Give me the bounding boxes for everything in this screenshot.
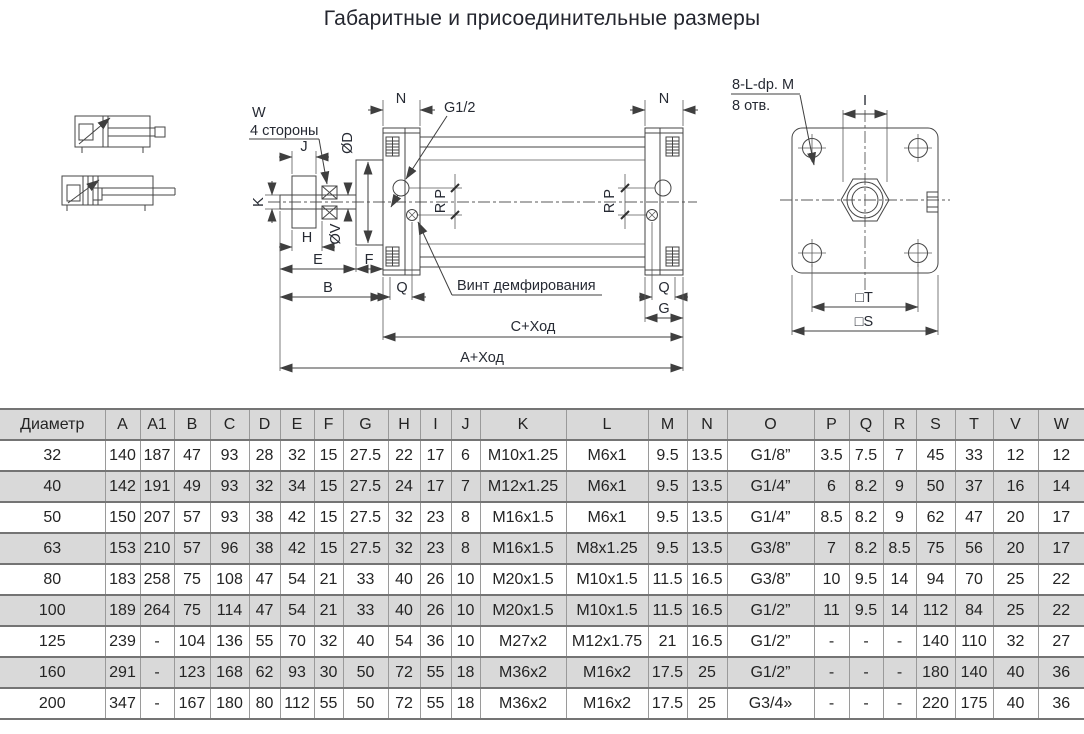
table-cell: G1/2” bbox=[727, 626, 814, 657]
table-cell: 75 bbox=[916, 533, 955, 564]
table-cell: 25 bbox=[687, 688, 727, 719]
table-cell: G1/2” bbox=[727, 595, 814, 626]
table-cell: 10 bbox=[451, 626, 480, 657]
table-cell: 8.2 bbox=[849, 502, 883, 533]
table-cell: 32 bbox=[280, 440, 314, 471]
table-cell: M10x1.25 bbox=[480, 440, 566, 471]
dim-label-w-note: 4 стороны bbox=[250, 123, 319, 139]
table-cell: 9.5 bbox=[849, 595, 883, 626]
table-cell: 70 bbox=[280, 626, 314, 657]
cylinder-pictogram-2 bbox=[62, 176, 175, 211]
table-cell: 93 bbox=[280, 657, 314, 688]
row-diameter: 160 bbox=[0, 657, 105, 688]
table-cell: G1/4” bbox=[727, 471, 814, 502]
table-cell: 210 bbox=[140, 533, 174, 564]
column-header-L: L bbox=[566, 409, 648, 440]
row-diameter: 40 bbox=[0, 471, 105, 502]
table-cell: 168 bbox=[210, 657, 249, 688]
table-cell: 17.5 bbox=[648, 657, 687, 688]
table-cell: 142 bbox=[105, 471, 140, 502]
table-cell: 36 bbox=[420, 626, 451, 657]
table-cell: M6x1 bbox=[566, 502, 648, 533]
column-header-V: V bbox=[993, 409, 1038, 440]
table-cell: - bbox=[814, 626, 849, 657]
dim-label-b: B bbox=[323, 280, 333, 296]
dim-label-h: H bbox=[301, 230, 313, 246]
table-cell: - bbox=[140, 626, 174, 657]
table-cell: 23 bbox=[420, 502, 451, 533]
table-cell: 84 bbox=[955, 595, 993, 626]
table-cell: 8.2 bbox=[849, 533, 883, 564]
table-cell: 183 bbox=[105, 564, 140, 595]
table-cell: 27.5 bbox=[343, 502, 388, 533]
table-cell: 75 bbox=[174, 595, 210, 626]
dim-label-e: E bbox=[313, 252, 323, 268]
table-cell: 14 bbox=[1038, 471, 1084, 502]
column-header-A1: A1 bbox=[140, 409, 174, 440]
table-cell: 50 bbox=[343, 657, 388, 688]
table-cell: 22 bbox=[1038, 564, 1084, 595]
table-cell: 15 bbox=[314, 502, 343, 533]
table-cell: 20 bbox=[993, 533, 1038, 564]
table-cell: 11 bbox=[814, 595, 849, 626]
drawing-labels bbox=[250, 77, 873, 366]
front-port-circle bbox=[393, 180, 409, 196]
table-cell: 347 bbox=[105, 688, 140, 719]
table-cell: 207 bbox=[140, 502, 174, 533]
page-title: Габаритные и присоединительные размеры bbox=[323, 7, 761, 30]
table-cell: 27.5 bbox=[343, 440, 388, 471]
table-cell: 49 bbox=[174, 471, 210, 502]
column-header-P: P bbox=[814, 409, 849, 440]
table-cell: 21 bbox=[648, 626, 687, 657]
table-cell: 70 bbox=[955, 564, 993, 595]
table-cell: 9.5 bbox=[648, 502, 687, 533]
table-cell: 12 bbox=[993, 440, 1038, 471]
table-cell: 54 bbox=[388, 626, 420, 657]
table-cell: 10 bbox=[451, 595, 480, 626]
table-cell: M12x1.75 bbox=[566, 626, 648, 657]
cylinder-pictogram-1 bbox=[75, 116, 165, 153]
table-cell: 16.5 bbox=[687, 595, 727, 626]
table-cell: 191 bbox=[140, 471, 174, 502]
dim-label-w: W bbox=[252, 105, 266, 121]
table-cell: 187 bbox=[140, 440, 174, 471]
technical-drawing bbox=[0, 55, 1084, 408]
table-cell: 40 bbox=[343, 626, 388, 657]
table-cell: 8.5 bbox=[814, 502, 849, 533]
table-cell: 55 bbox=[249, 626, 280, 657]
table-cell: 55 bbox=[314, 688, 343, 719]
table-cell: 10 bbox=[814, 564, 849, 595]
table-cell: 14 bbox=[883, 595, 916, 626]
row-diameter: 80 bbox=[0, 564, 105, 595]
table-cell: 42 bbox=[280, 502, 314, 533]
table-cell: G3/8” bbox=[727, 533, 814, 564]
dim-label-n-front: N bbox=[395, 91, 407, 107]
column-header-J: J bbox=[451, 409, 480, 440]
table-cell: 21 bbox=[314, 595, 343, 626]
table-cell: 140 bbox=[105, 440, 140, 471]
table-cell: 17 bbox=[420, 471, 451, 502]
dim-label-j: J bbox=[300, 139, 308, 155]
table-cell: 23 bbox=[420, 533, 451, 564]
table-row bbox=[0, 626, 1084, 657]
table-cell: 8.5 bbox=[883, 533, 916, 564]
table-cell: 123 bbox=[174, 657, 210, 688]
flange-note-line2: 8 отв. bbox=[732, 98, 771, 114]
table-cell: M12x1.25 bbox=[480, 471, 566, 502]
table-cell: 12 bbox=[1038, 440, 1084, 471]
flange-note-line1: 8-L-dp. M bbox=[732, 77, 795, 93]
table-cell: 45 bbox=[916, 440, 955, 471]
table-cell: 47 bbox=[955, 502, 993, 533]
column-header-Q: Q bbox=[849, 409, 883, 440]
table-cell: - bbox=[814, 688, 849, 719]
table-cell: 167 bbox=[174, 688, 210, 719]
rear-port-circle bbox=[655, 180, 671, 196]
table-cell: 11.5 bbox=[648, 564, 687, 595]
table-cell: 36 bbox=[1038, 688, 1084, 719]
table-cell: 32 bbox=[388, 533, 420, 564]
table-cell: M10x1.5 bbox=[566, 564, 648, 595]
table-cell: - bbox=[883, 626, 916, 657]
row-diameter: 100 bbox=[0, 595, 105, 626]
table-cell: 9.5 bbox=[849, 564, 883, 595]
table-cell: 42 bbox=[280, 533, 314, 564]
table-cell: 40 bbox=[993, 688, 1038, 719]
table-cell: 112 bbox=[916, 595, 955, 626]
main-cylinder-view bbox=[268, 128, 697, 275]
table-cell: 291 bbox=[105, 657, 140, 688]
table-cell: 26 bbox=[420, 595, 451, 626]
table-cell: 13.5 bbox=[687, 533, 727, 564]
damping-screw-label: Винт демфирования bbox=[457, 278, 596, 294]
column-header-G: G bbox=[343, 409, 388, 440]
dim-label-a-stroke: A+Ход bbox=[460, 350, 504, 366]
table-cell: G1/2” bbox=[727, 657, 814, 688]
table-cell: - bbox=[814, 657, 849, 688]
table-cell: 6 bbox=[814, 471, 849, 502]
table-cell: 21 bbox=[314, 564, 343, 595]
table-cell: 17 bbox=[1038, 502, 1084, 533]
table-cell: 25 bbox=[687, 657, 727, 688]
table-body bbox=[0, 440, 1084, 719]
table-cell: 114 bbox=[210, 595, 249, 626]
table-cell: 27.5 bbox=[343, 533, 388, 564]
table-cell: 153 bbox=[105, 533, 140, 564]
dim-label-rp-left: R P bbox=[433, 188, 449, 214]
flange-hole bbox=[904, 134, 932, 162]
table-cell: 36 bbox=[1038, 657, 1084, 688]
table-cell: G3/8” bbox=[727, 564, 814, 595]
table-row bbox=[0, 502, 1084, 533]
table-cell: 17 bbox=[1038, 533, 1084, 564]
column-header-B: B bbox=[174, 409, 210, 440]
column-header-M: M bbox=[648, 409, 687, 440]
table-cell: 32 bbox=[388, 502, 420, 533]
table-cell: 150 bbox=[105, 502, 140, 533]
table-cell: 15 bbox=[314, 533, 343, 564]
table-cell: 34 bbox=[280, 471, 314, 502]
table-cell: 140 bbox=[916, 626, 955, 657]
dim-label-q-rear: Q bbox=[658, 280, 670, 296]
table-row bbox=[0, 564, 1084, 595]
row-diameter: 200 bbox=[0, 688, 105, 719]
table-cell: M6x1 bbox=[566, 471, 648, 502]
table-cell: 62 bbox=[916, 502, 955, 533]
table-cell: 55 bbox=[420, 688, 451, 719]
table-cell: M27x2 bbox=[480, 626, 566, 657]
column-header-T: T bbox=[955, 409, 993, 440]
dim-label-g: G bbox=[658, 301, 670, 317]
table-cell: - bbox=[849, 688, 883, 719]
table-cell: 96 bbox=[210, 533, 249, 564]
flange-hole bbox=[798, 134, 826, 162]
table-cell: 14 bbox=[883, 564, 916, 595]
column-header-Диаметр: Диаметр bbox=[0, 409, 105, 440]
flange-hole bbox=[798, 239, 826, 267]
column-header-E: E bbox=[280, 409, 314, 440]
table-cell: 189 bbox=[105, 595, 140, 626]
table-cell: 104 bbox=[174, 626, 210, 657]
table-cell: - bbox=[883, 657, 916, 688]
table-cell: M16x2 bbox=[566, 688, 648, 719]
table-cell: M10x1.5 bbox=[566, 595, 648, 626]
port-label: G1/2 bbox=[444, 100, 476, 116]
table-cell: - bbox=[849, 626, 883, 657]
table-cell: 16.5 bbox=[687, 626, 727, 657]
row-diameter: 63 bbox=[0, 533, 105, 564]
table-cell: M8x1.25 bbox=[566, 533, 648, 564]
column-header-W: W bbox=[1038, 409, 1084, 440]
table-cell: G1/8” bbox=[727, 440, 814, 471]
table-cell: M16x1.5 bbox=[480, 502, 566, 533]
table-cell: 30 bbox=[314, 657, 343, 688]
table-row bbox=[0, 595, 1084, 626]
dimensions-table bbox=[0, 408, 1084, 720]
table-cell: 94 bbox=[916, 564, 955, 595]
dim-label-s-square: □S bbox=[854, 314, 874, 330]
table-cell: 28 bbox=[249, 440, 280, 471]
table-cell: 57 bbox=[174, 502, 210, 533]
table-cell: 38 bbox=[249, 502, 280, 533]
table-cell: 40 bbox=[993, 657, 1038, 688]
table-cell: 54 bbox=[280, 595, 314, 626]
column-header-C: C bbox=[210, 409, 249, 440]
table-cell: 10 bbox=[451, 564, 480, 595]
table-cell: 16 bbox=[993, 471, 1038, 502]
table-cell: 47 bbox=[174, 440, 210, 471]
table-cell: - bbox=[849, 657, 883, 688]
table-row bbox=[0, 471, 1084, 502]
table-cell: - bbox=[883, 688, 916, 719]
table-cell: 25 bbox=[993, 564, 1038, 595]
table-cell: 62 bbox=[249, 657, 280, 688]
table-row bbox=[0, 533, 1084, 564]
dim-label-c-stroke: C+Ход bbox=[510, 319, 556, 335]
table-cell: 8 bbox=[451, 533, 480, 564]
table-cell: 50 bbox=[916, 471, 955, 502]
table-cell: M6x1 bbox=[566, 440, 648, 471]
table-cell: G3/4» bbox=[727, 688, 814, 719]
table-cell: M20x1.5 bbox=[480, 564, 566, 595]
table-cell: 75 bbox=[174, 564, 210, 595]
dim-label-n-rear: N bbox=[658, 91, 670, 107]
table-cell: 13.5 bbox=[687, 471, 727, 502]
table-cell: 33 bbox=[343, 595, 388, 626]
table-head bbox=[0, 409, 1084, 440]
table-cell: 7 bbox=[451, 471, 480, 502]
column-header-I: I bbox=[420, 409, 451, 440]
table-cell: 72 bbox=[388, 688, 420, 719]
table-cell: 26 bbox=[420, 564, 451, 595]
table-cell: 9 bbox=[883, 471, 916, 502]
table-cell: 7 bbox=[814, 533, 849, 564]
table-cell: 220 bbox=[916, 688, 955, 719]
table-row bbox=[0, 440, 1084, 471]
table-cell: 13.5 bbox=[687, 440, 727, 471]
column-header-H: H bbox=[388, 409, 420, 440]
table-cell: 72 bbox=[388, 657, 420, 688]
table-cell: 9.5 bbox=[648, 533, 687, 564]
table-cell: 8.2 bbox=[849, 471, 883, 502]
table-cell: 93 bbox=[210, 502, 249, 533]
table-cell: 18 bbox=[451, 688, 480, 719]
table-cell: 8 bbox=[451, 502, 480, 533]
column-header-K: K bbox=[480, 409, 566, 440]
table-cell: 54 bbox=[280, 564, 314, 595]
table-cell: 27.5 bbox=[343, 471, 388, 502]
table-cell: 57 bbox=[174, 533, 210, 564]
table-row bbox=[0, 688, 1084, 719]
row-diameter: 50 bbox=[0, 502, 105, 533]
table-cell: 13.5 bbox=[687, 502, 727, 533]
table-cell: 33 bbox=[955, 440, 993, 471]
table-cell: M36x2 bbox=[480, 657, 566, 688]
table-cell: 140 bbox=[955, 657, 993, 688]
dim-label-diam-v: ØV bbox=[328, 223, 344, 245]
table-cell: 37 bbox=[955, 471, 993, 502]
column-header-S: S bbox=[916, 409, 955, 440]
dim-label-q-front: Q bbox=[396, 280, 408, 296]
table-cell: 32 bbox=[249, 471, 280, 502]
table-cell: 6 bbox=[451, 440, 480, 471]
table-cell: 108 bbox=[210, 564, 249, 595]
table-cell: 3.5 bbox=[814, 440, 849, 471]
dim-label-f: F bbox=[364, 252, 374, 268]
table-cell: 16.5 bbox=[687, 564, 727, 595]
dim-label-diam-d: ØD bbox=[340, 132, 356, 154]
dim-label-rp-right: R P bbox=[602, 188, 618, 214]
table-cell: 17.5 bbox=[648, 688, 687, 719]
table-header-row bbox=[0, 409, 1084, 440]
table-row bbox=[0, 657, 1084, 688]
rear-damping-screw bbox=[647, 210, 658, 221]
table-cell: 7.5 bbox=[849, 440, 883, 471]
column-header-D: D bbox=[249, 409, 280, 440]
column-header-F: F bbox=[314, 409, 343, 440]
table-cell: G1/4” bbox=[727, 502, 814, 533]
table-cell: 9 bbox=[883, 502, 916, 533]
table-cell: 55 bbox=[420, 657, 451, 688]
row-diameter: 32 bbox=[0, 440, 105, 471]
table-cell: 93 bbox=[210, 471, 249, 502]
table-cell: 9.5 bbox=[648, 471, 687, 502]
table-cell: 180 bbox=[916, 657, 955, 688]
table-cell: 47 bbox=[249, 595, 280, 626]
table-cell: 258 bbox=[140, 564, 174, 595]
table-cell: 175 bbox=[955, 688, 993, 719]
table-cell: 17 bbox=[420, 440, 451, 471]
table-cell: M36x2 bbox=[480, 688, 566, 719]
table-cell: M20x1.5 bbox=[480, 595, 566, 626]
flange-hole bbox=[904, 239, 932, 267]
main-view-dimensions bbox=[249, 100, 698, 371]
table-cell: 7 bbox=[883, 440, 916, 471]
table-cell: 32 bbox=[314, 626, 343, 657]
table-cell: 112 bbox=[280, 688, 314, 719]
table-cell: 80 bbox=[249, 688, 280, 719]
table-cell: 56 bbox=[955, 533, 993, 564]
table-cell: 32 bbox=[993, 626, 1038, 657]
table-cell: 22 bbox=[388, 440, 420, 471]
table-cell: 9.5 bbox=[648, 440, 687, 471]
table-cell: 264 bbox=[140, 595, 174, 626]
dim-label-k: K bbox=[251, 197, 267, 207]
dim-label-i: I bbox=[862, 93, 868, 109]
table-cell: 33 bbox=[343, 564, 388, 595]
column-header-O: O bbox=[727, 409, 814, 440]
table-cell: 40 bbox=[388, 564, 420, 595]
table-cell: 47 bbox=[249, 564, 280, 595]
column-header-N: N bbox=[687, 409, 727, 440]
row-diameter: 125 bbox=[0, 626, 105, 657]
table-cell: M16x1.5 bbox=[480, 533, 566, 564]
flange-view bbox=[731, 94, 950, 335]
table-cell: - bbox=[140, 657, 174, 688]
table-cell: - bbox=[140, 688, 174, 719]
table-cell: 38 bbox=[249, 533, 280, 564]
table-cell: 136 bbox=[210, 626, 249, 657]
column-header-R: R bbox=[883, 409, 916, 440]
dim-label-t-square: □T bbox=[855, 290, 873, 306]
table-cell: 15 bbox=[314, 471, 343, 502]
table-cell: M16x2 bbox=[566, 657, 648, 688]
table-cell: 27 bbox=[1038, 626, 1084, 657]
table-cell: 11.5 bbox=[648, 595, 687, 626]
table-cell: 22 bbox=[1038, 595, 1084, 626]
table-cell: 25 bbox=[993, 595, 1038, 626]
table-cell: 15 bbox=[314, 440, 343, 471]
table-cell: 20 bbox=[993, 502, 1038, 533]
table-cell: 110 bbox=[955, 626, 993, 657]
table-cell: 239 bbox=[105, 626, 140, 657]
table-cell: 180 bbox=[210, 688, 249, 719]
table-cell: 50 bbox=[343, 688, 388, 719]
front-damping-screw bbox=[407, 210, 418, 221]
table-cell: 24 bbox=[388, 471, 420, 502]
table-cell: 18 bbox=[451, 657, 480, 688]
table-cell: 40 bbox=[388, 595, 420, 626]
table-cell: 93 bbox=[210, 440, 249, 471]
column-header-A: A bbox=[105, 409, 140, 440]
